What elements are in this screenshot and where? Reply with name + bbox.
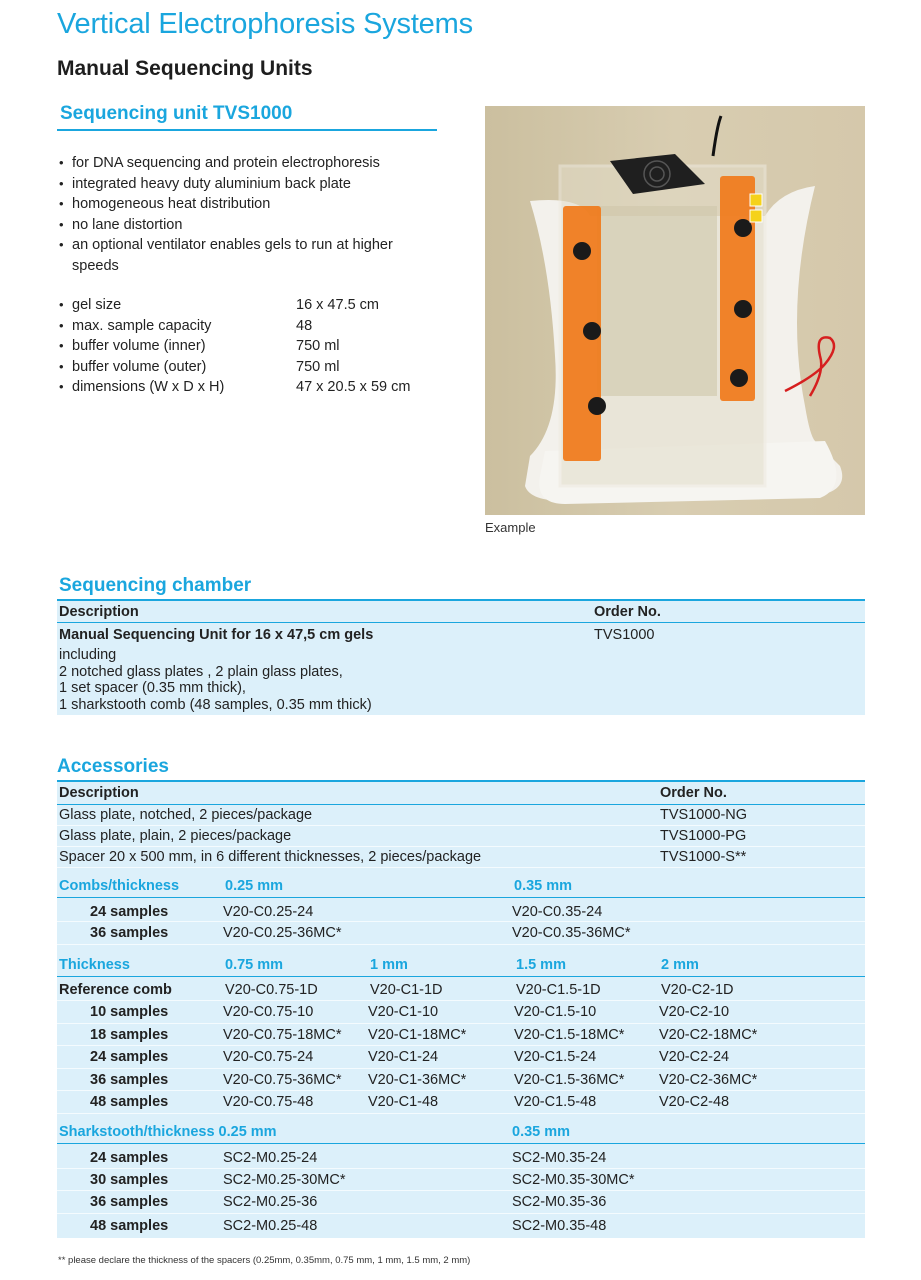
spec-label: • max. sample capacity <box>72 317 212 334</box>
clamp-knob <box>588 397 606 415</box>
spec-label: • dimensions (W x D x H) <box>72 379 225 395</box>
table-row: 36 samples V20-C0.25-36MC* V20-C0.35-36MC* <box>57 922 865 945</box>
table-header <box>57 780 865 805</box>
includes-line: 1 sharkstooth comb (48 samples, 0.35 mm thick) <box>59 696 372 713</box>
spec-item <box>57 316 457 337</box>
electrophoresis-unit-illustration <box>485 106 865 515</box>
col-order: Order No. <box>594 603 661 620</box>
table-row: 24 samples V20-C0.25-24 V20-C0.35-24 <box>57 898 865 922</box>
page-subtitle: Manual Sequencing Units <box>57 57 313 80</box>
combs-header: Combs/thickness 0.25 mm 0.35 mm <box>57 868 865 898</box>
feature-item: • an optional ventilator enables gels to run at higher speeds <box>57 235 422 276</box>
table-row: Spacer 20 x 500 mm, in 6 different thicknesses, 2 pieces/package TVS1000-S** <box>57 847 865 868</box>
table-row: 36 samples V20-C0.75-36MC* V20-C1-36MC* V20-C1.5-36MC* V20-C2-36MC* <box>57 1069 865 1091</box>
table-row: 36 samples SC2-M0.25-36 SC2-M0.35-36 <box>57 1191 865 1214</box>
table-row <box>57 623 865 647</box>
unit-heading: Sequencing unit TVS1000 <box>57 103 437 131</box>
page-title: Vertical Electrophoresis Systems <box>57 8 473 40</box>
sharkstooth-header: Sharkstooth/thickness 0.25 mm 0.35 mm <box>57 1114 865 1144</box>
black-cable <box>713 116 721 156</box>
spec-item <box>57 336 457 357</box>
accessories-title: Accessories <box>57 756 169 777</box>
spec-value: 48 <box>296 317 313 334</box>
spec-value: 47 x 20.5 x 59 cm <box>296 379 411 395</box>
includes-line: 2 notched glass plates , 2 plain glass plates, <box>59 663 343 680</box>
feature-item: • for DNA sequencing and protein electrophoresis <box>57 153 427 174</box>
table-row: 30 samples SC2-M0.25-30MC* SC2-M0.35-30MC* <box>57 1169 865 1191</box>
accessories-table <box>57 780 865 1238</box>
warning-label-icon <box>750 210 762 222</box>
product-name: Manual Sequencing Unit for 16 x 47,5 cm gels <box>59 627 374 643</box>
includes-line: including <box>59 647 117 663</box>
col-description: Description <box>59 603 139 620</box>
clamp-knob <box>583 322 601 340</box>
spec-value: 750 ml <box>296 338 340 354</box>
feature-item: • integrated heavy duty aluminium back plate <box>57 174 427 195</box>
feature-list <box>57 153 427 276</box>
spec-item <box>57 357 457 378</box>
table-header <box>57 599 865 623</box>
feature-item: • no lane distortion <box>57 215 427 236</box>
col-order: Order No. <box>660 785 727 801</box>
clamp-knob <box>734 219 752 237</box>
col-description: Description <box>59 785 139 801</box>
spec-value: 750 ml <box>296 358 340 375</box>
table-row: Glass plate, plain, 2 pieces/package TVS1000-PG <box>57 826 865 847</box>
order-number: TVS1000 <box>594 627 655 643</box>
spec-label: • gel size <box>72 297 122 313</box>
photo-caption: Example <box>485 520 536 535</box>
includes-list <box>57 647 865 715</box>
spec-item <box>57 295 457 316</box>
clamp-knob <box>730 369 748 387</box>
spec-label: • buffer volume (inner) <box>72 338 206 354</box>
table-row: Reference comb V20-C0.75-1D V20-C1-1D V20-C1.5-1D V20-C2-1D <box>57 977 865 1001</box>
gel-plate <box>597 206 717 396</box>
includes-line: 1 set spacer (0.35 mm thick), <box>59 680 246 696</box>
footnote: ** please declare the thickness of the spacers (0.25mm, 0.35mm, 0.75 mm, 1 mm, 1.5 mm, 2 mm) <box>58 1255 471 1266</box>
table-row: 10 samples V20-C0.75-10 V20-C1-10 V20-C1.5-10 V20-C2-10 <box>57 1001 865 1024</box>
spec-value: 16 x 47.5 cm <box>296 297 380 313</box>
clamp-knob <box>734 300 752 318</box>
table-row: 48 samples V20-C0.75-48 V20-C1-48 V20-C1.5-48 V20-C2-48 <box>57 1091 865 1114</box>
table-row: 24 samples SC2-M0.25-24 SC2-M0.35-24 <box>57 1144 865 1169</box>
spec-label: • buffer volume (outer) <box>72 358 207 375</box>
table-row: Glass plate, notched, 2 pieces/package TVS1000-NG <box>57 805 865 826</box>
spec-item <box>57 377 457 398</box>
clamp-knob <box>573 242 591 260</box>
table-row: 48 samples SC2-M0.25-48 SC2-M0.35-48 <box>90 1218 607 1234</box>
table-row: 24 samples V20-C0.75-24 V20-C1-24 V20-C1.5-24 V20-C2-24 <box>57 1046 865 1069</box>
feature-item: • homogeneous heat distribution <box>57 194 427 215</box>
thickness-header: Thickness 0.75 mm 1 mm 1.5 mm 2 mm <box>57 945 865 977</box>
product-photo <box>485 106 865 515</box>
chamber-title: Sequencing chamber <box>59 575 252 596</box>
chamber-table <box>57 599 865 715</box>
table-row: 18 samples V20-C0.75-18MC* V20-C1-18MC* V20-C1.5-18MC* V20-C2-18MC* <box>57 1024 865 1046</box>
spec-list <box>57 295 457 398</box>
warning-label-icon <box>750 194 762 206</box>
